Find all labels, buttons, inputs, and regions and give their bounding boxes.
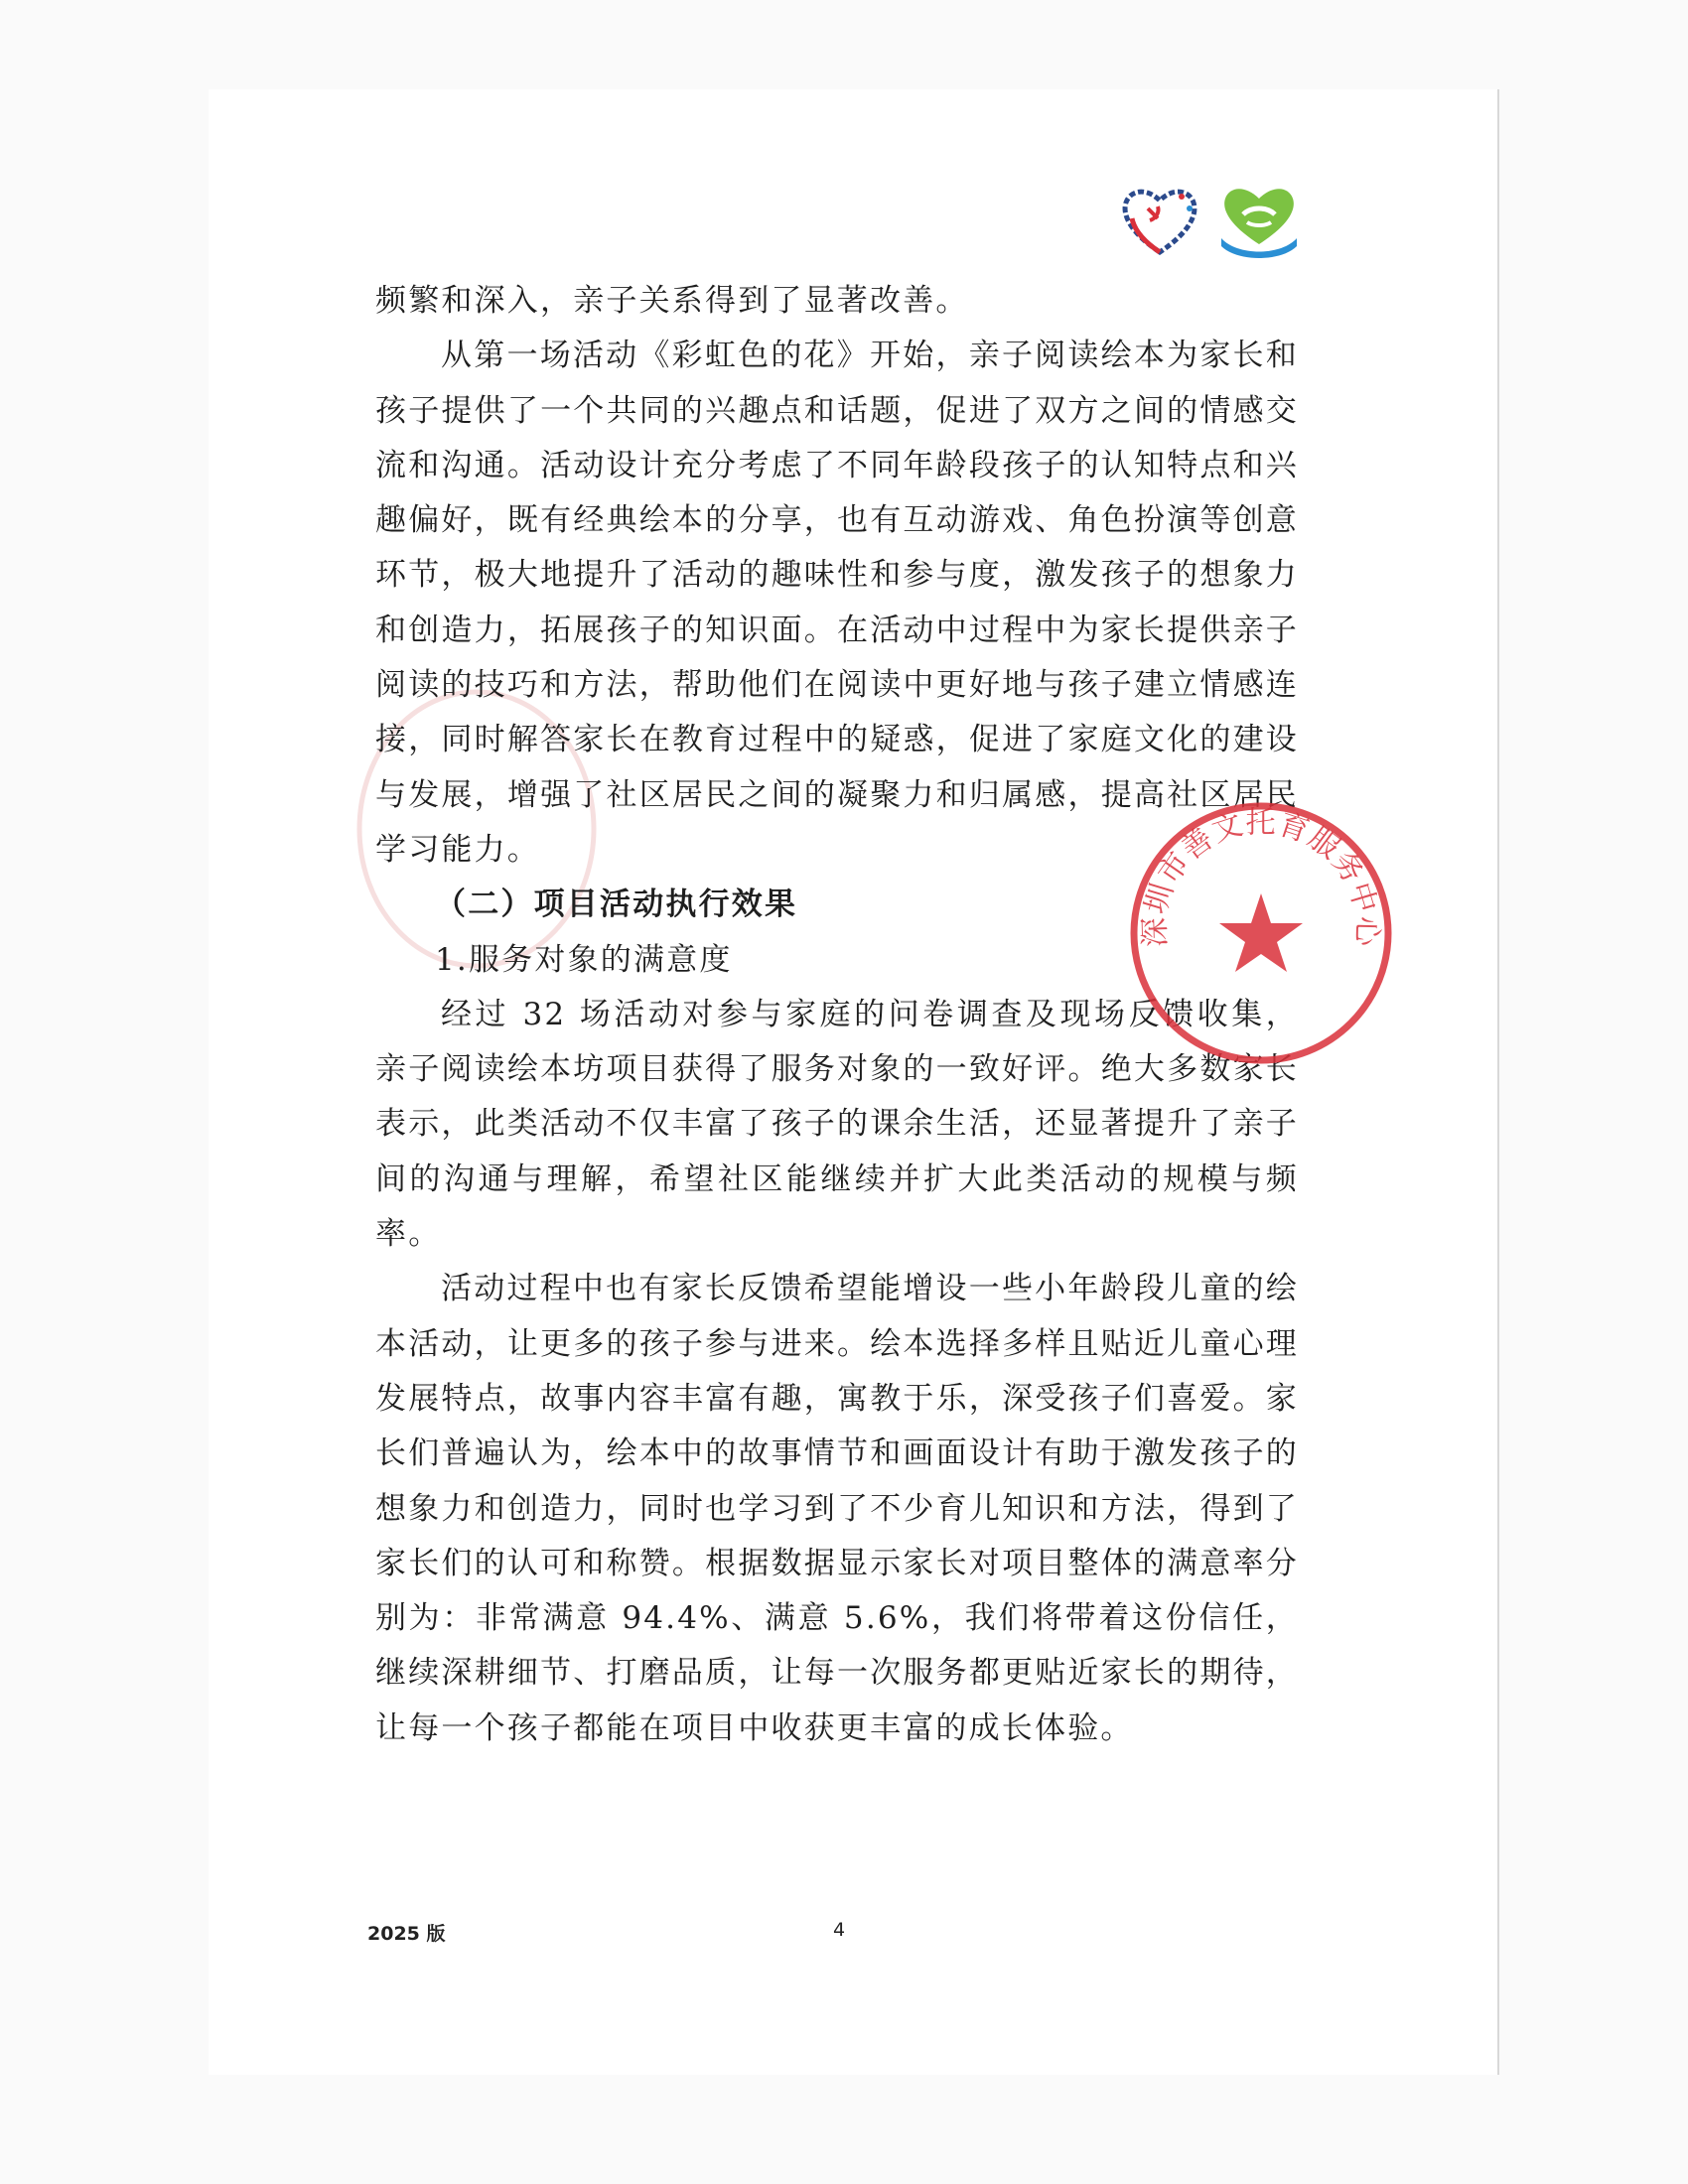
page-number: 4 (833, 1919, 846, 1941)
edition-label: 2025 版 (367, 1923, 446, 1945)
section-heading: （二）项目活动执行效果 (435, 887, 798, 923)
green-heart-logo-icon (1221, 189, 1297, 258)
heart-party-logo-icon (1125, 192, 1195, 252)
official-seal (1127, 799, 1395, 1067)
paragraph: 经过 32 场活动对参与家庭的问卷调查及现场反馈收集，亲子阅读绘本坊项目获得了服务对象的一致好评。绝大多数家长表示，此类活动不仅丰富了孩子的课余生活，还显著提升了亲子间的沟通与理解，希望社区能继续并扩大此类活动的规模与频率。 (375, 996, 1299, 1253)
page-edge (1497, 89, 1499, 2075)
subsection-heading: 1.服务对象的满意度 (435, 941, 733, 978)
seal-star-icon (1219, 893, 1303, 972)
paragraph: 频繁和深入，亲子关系得到了显著改善。 (375, 283, 969, 319)
header-logos (1120, 181, 1304, 260)
seal-text: 深圳市善文托育服务中心 (1137, 805, 1385, 948)
paragraph: 从第一场活动《彩虹色的花》开始，亲子阅读绘本为家长和孩子提供了一个共同的兴趣点和话题，促进了双方之间的情感交流和沟通。活动设计充分考虑了不同年龄段孩子的认知特点和兴趣偏好，既有经典绘本的分享，也有互动游戏、角色扮演等创意环节，极大地提升了活动的趣味性和参与度，激发孩子的想象力和创造力，拓展孩子的知识面。在活动中过程中为家长提供亲子阅读的技巧和方法，帮助他们在阅读中更好地与孩子建立情感连接，同时解答家长在教育过程中的疑惑，促进了家庭文化的建设与发展，增强了社区居民之间的凝聚力和归属感，提高社区居民学习能力。 (375, 338, 1299, 868)
paragraph: 活动过程中也有家长反馈希望能增设一些小年龄段儿童的绘本活动，让更多的孩子参与进来。绘本选择多样且贴近儿童心理发展特点，故事内容丰富有趣，寓教于乐，深受孩子们喜爱。家长们普遍认为，绘本中的故事情节和画面设计有助于激发孩子的想象力和创造力，同时也学习到了不少育儿知识和方法，得到了家长们的认可和称赞。根据数据显示家长对项目整体的满意率分别为：非常满意 94.4%、满意 5.6%，我们将带着这份信任，继续深耕细节、打磨品质，让每一次服务都更贴近家长的期待，让每一个孩子都能在项目中收获更丰富的成长体验。 (375, 1271, 1299, 1746)
